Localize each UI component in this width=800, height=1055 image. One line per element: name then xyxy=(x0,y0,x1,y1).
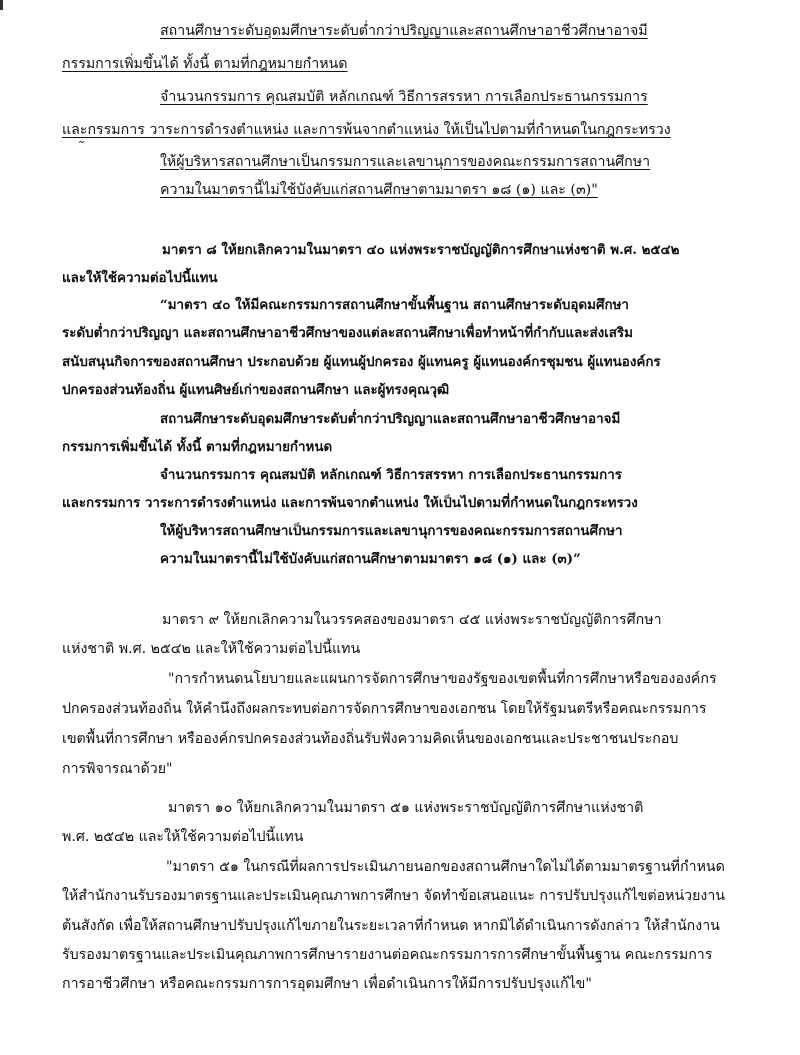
s1-line-1: สถานศึกษาระดับอุดมศึกษาระดับต่ำกว่าปริญญาและสถานศึกษาอาชีวศึกษาอาจมี xyxy=(160,23,648,39)
scan-edge-mark xyxy=(0,0,3,10)
s2-line-3: “มาตรา ๔๐ ให้มีคณะกรรมการสถานศึกษาขั้นพื้นฐาน สถานศึกษาระดับอุดมศึกษา xyxy=(160,297,629,313)
s3-line-3: "การกำหนดนโยบายและแผนการจัดการศึกษาของรัฐของเขตพื้นที่การศึกษาหรือขององค์กร xyxy=(168,671,717,687)
s2-line-2: และให้ใช้ความต่อไปนี้แทน xyxy=(62,270,218,286)
s4-line-3: "มาตรา ๕๑ ในกรณีที่ผลการประเมินภายนอกของสถานศึกษาใดไม่ได้ตามมาตรฐานที่กำหนด xyxy=(166,859,725,875)
s2-line-9: จำนวนกรรมการ คุณสมบัติ หลักเกณฑ์ วิธีการสรรหา การเลือกประธานกรรมการ xyxy=(160,467,622,483)
s2-line-11: ให้ผู้บริหารสถานศึกษาเป็นกรรมการและเลขานุการของคณะกรรมการสถานศึกษา xyxy=(160,523,623,539)
s2-line-12: ความในมาตรานี้ไม่ใช้บังคับแก่สถานศึกษาตามมาตรา ๑๘ (๑) และ (๓)” xyxy=(160,551,581,567)
s4-line-1: มาตรา ๑๐ ให้ยกเลิกความในมาตรา ๕๑ แห่งพระราชบัญญัติการศึกษาแห่งชาติ xyxy=(168,800,644,816)
s4-line-4: ให้สำนักงานรับรองมาตรฐานและประเมินคุณภาพการศึกษา จัดทำข้อเสนอแนะ การปรับปรุงแก้ไขต่อหน่วยงาน xyxy=(62,888,726,904)
s2-line-7: สถานศึกษาระดับอุดมศึกษาระดับต่ำกว่าปริญญาและสถานศึกษาอาชีวศึกษาอาจมี xyxy=(160,411,621,427)
s1-line-3: จำนวนกรรมการ คุณสมบัติ หลักเกณฑ์ วิธีการสรรหา การเลือกประธานกรรมการ xyxy=(160,89,648,105)
s1-line-6: ความในมาตรานี้ไม่ใช้บังคับแก่สถานศึกษาตามมาตรา ๑๘ (๑) และ (๓)" xyxy=(160,182,598,198)
s4-line-6: รับรองมาตรฐานและประเมินคุณภาพการศึกษารายงานต่อคณะกรรมการการศึกษาขั้นพื้นฐาน คณะกรรมการ xyxy=(62,947,713,963)
s1-line-2: กรรมการเพิ่มขึ้นได้ ทั้งนี้ ตามที่กฎหมายกำหนด xyxy=(62,56,348,72)
s2-line-6: ปกครองส่วนท้องถิ่น ผู้แทนศิษย์เก่าของสถานศึกษา และผู้ทรงคุณวุฒิ xyxy=(62,382,450,398)
s3-line-2: แห่งชาติ พ.ศ. ๒๕๔๒ และให้ใช้ความต่อไปนี้แทน xyxy=(62,641,361,657)
s4-line-2: พ.ศ. ๒๕๔๒ และให้ใช้ความต่อไปนี้แทน xyxy=(62,829,304,845)
s2-line-5: สนับสนุนกิจการของสถานศึกษา ประกอบด้วย ผู้แทนผู้ปกครอง ผู้แทนครู ผู้แทนองค์กรชุมชน ผู้แทนองค์กร xyxy=(62,354,661,370)
s2-line-8: กรรมการเพิ่มขึ้นได้ ทั้งนี้ ตามที่กฎหมายกำหนด xyxy=(62,439,333,455)
stray-mark: ˜ xyxy=(78,140,85,156)
s1-line-5: ให้ผู้บริหารสถานศึกษาเป็นกรรมการและเลขานุการของคณะกรรมการสถานศึกษา xyxy=(160,154,651,170)
s1-line-4: และกรรมการ วาระการดำรงตำแหน่ง และการพ้นจากตำแหน่ง ให้เป็นไปตามที่กำหนดในกฎกระทรวง xyxy=(62,122,671,138)
s2-line-4: ระดับต่ำกว่าปริญญา และสถานศึกษาอาชีวศึกษาของแต่ละสถานศึกษาเพื่อทำหน้าที่กำกับและส่งเสริม xyxy=(62,325,633,341)
s3-line-6: การพิจารณาด้วย" xyxy=(62,761,173,777)
s2-line-1: มาตรา ๘ ให้ยกเลิกความในมาตรา ๔๐ แห่งพระราชบัญญัติการศึกษาแห่งชาติ พ.ศ. ๒๕๔๒ xyxy=(162,242,680,258)
s4-line-7: การอาชีวศึกษา หรือคณะกรรมการการอุดมศึกษา เพื่อดำเนินการให้มีการปรับปรุงแก้ไข" xyxy=(62,976,592,992)
s2-line-10: และกรรมการ วาระการดำรงตำแหน่ง และการพ้นจากตำแหน่ง ให้เป็นไปตามที่กำหนดในกฎกระทรวง xyxy=(62,495,638,511)
s3-line-4: ปกครองส่วนท้องถิ่น ให้คำนึงถึงผลกระทบต่อการจัดการศึกษาของเอกชน โดยให้รัฐมนตรีหรือคณะกรรมการ xyxy=(62,701,707,717)
s3-line-1: มาตรา ๙ ให้ยกเลิกความในวรรคสองของมาตรา ๔๕ แห่งพระราชบัญญัติการศึกษา xyxy=(162,612,662,628)
s4-line-5: ต้นสังกัด เพื่อให้สถานศึกษาปรับปรุงแก้ไขภายในระยะเวลาที่กำหนด หากมิได้ดำเนินการดังกล่าว ให้สำนักงาน xyxy=(62,918,720,934)
s3-line-5: เขตพื้นที่การศึกษา หรือองค์กรปกครองส่วนท้องถิ่นรับฟังความคิดเห็นของเอกชนและประชาชนประกอบ xyxy=(62,731,679,747)
